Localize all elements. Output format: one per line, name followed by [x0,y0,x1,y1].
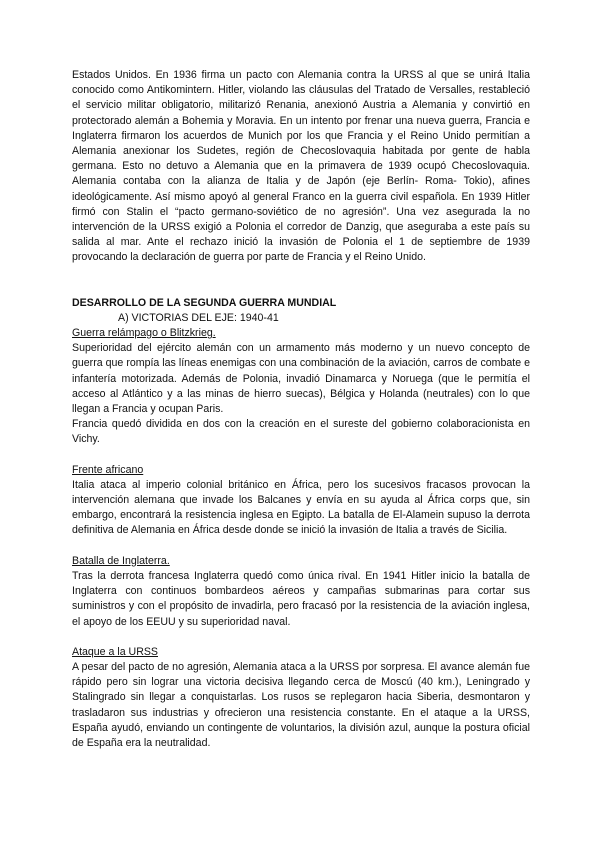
section-blitzkrieg [72,326,530,448]
section-title: Ataque a la URSS [72,645,158,658]
section-paragraph: Italia ataca al imperio colonial británico en África, pero los sucesivos fracasos provocan la intervención alemana que invade los Balcanes y envía en su ayuda al África corps que, sin embargo, encontrará la resistencia inglesa en Egipto. La batalla de El-Alamein supuso la derrota definitiva de Alemania en África desde donde se inició la invasión de Italia a través de Sicilia. [72,478,530,537]
section-title: Batalla de Inglaterra. [72,554,170,567]
section-title: Frente africano [72,463,144,476]
section-title: Guerra relámpago o Blitzkrieg. [72,327,216,340]
section-paragraph: Francia quedó dividida en dos con la creación en el sureste del gobierno colaboracionista en Vichy. [72,418,530,446]
section-paragraph: Superioridad del ejército alemán con un armamento más moderno y un nuevo concepto de guerra que rompía las líneas enemigas con una combinación de la aviación, carros de combate e infantería motorizada. Además de Polonia, invadió Dinamarca y Noruega (que le permitía el acceso al Atlántico y a las minas de hierro suecas), Bélgica y Holanda (neutrales) con lo que llegan a Francia y ocupan Paris. [72,342,530,416]
section-paragraph: A pesar del pacto de no agresión, Alemania ataca a la URSS por sorpresa. El avance alemán fue rápido pero sin lograr una victoria decisiva llegando cerca de Moscú (40 km.), Leningrado y Stalingrado sin llegar a conquistarlas. Los rusos se replegaron hacia Siberia, desmontaron y trasladaron sus industrias y ofrecieron una resistencia constante. En el ataque a la URSS, España ayudó, enviando un contingente de voluntarios, la división azul, aunque la postura oficial de España era la neutralidad. [72,660,530,749]
section-batalla-inglaterra [72,554,530,630]
intro-paragraph: Estados Unidos. En 1936 firma un pacto con Alemania contra la URSS al que se unirá Italia conocido como Antikomintern. Hitler, violando las cláusulas del Tratado de Versalles, restableció el servicio militar obligatorio, militarizó Renania, anexionó Austria a Alemania y convirtió en protectorado alemán a Bohemia y Moravia. En un intento por frenar una nueva guerra, Francia e Inglaterra firmaron los acuerdos de Munich por los que Francia y el Reino Unido permitían a Alemania anexionar los Sudetes, región de Checoslovaquia habitada por gente de habla germana. Esto no detuvo a Alemania que en la primavera de 1939 ocupó Checoslovaquia. Alemania contaba con la alianza de Italia y de Japón (eje Berlín- Roma- Tokio), afines ideológicamente. Así mismo apoyó al general Franco en la guerra civil española. En 1939 Hitler firmó con Stalin el “pacto germano-soviético de no agresión”. Una vez asegurada la no intervención de la URSS exigió a Polonia el corredor de Danzig, que aseguraba a este país su salida al mar. Ante el rechazo inició la invasión de Polonia el 1 de septiembre de 1939 provocando la declaración de guerra por parte de Francia y el Reino Unido. [72,69,530,264]
sub-heading: A) VICTORIAS DEL EJE: 1940-41 [118,311,279,324]
section-paragraph: Tras la derrota francesa Inglaterra quedó como única rival. En 1941 Hitler inicio la batalla de Inglaterra con continuos bombardeos aéreos y campañas submarinas para cortar sus suministros y con el propósito de invadirla, pero fracasó por la resistencia de la aviación inglesa, el apoyo de los EEUU y su superioridad naval. [72,569,530,628]
section-frente-africano [72,463,530,539]
main-heading: DESARROLLO DE LA SEGUNDA GUERRA MUNDIAL [72,296,337,309]
section-ataque-urss [72,645,530,751]
